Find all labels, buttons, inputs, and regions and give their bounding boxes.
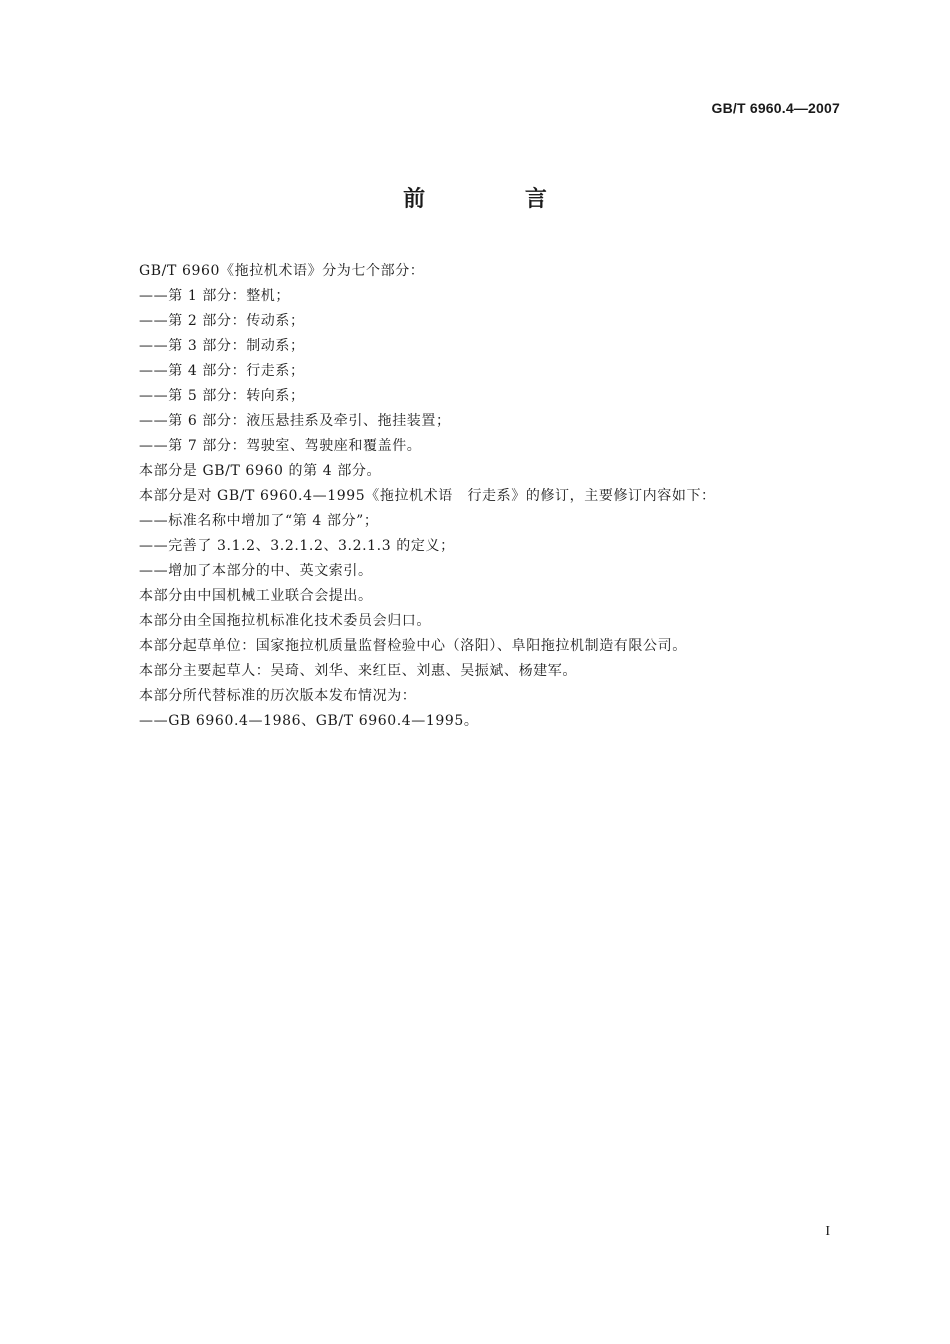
text-line: 本部分所代替标准的历次版本发布情况为： xyxy=(139,688,417,704)
text-line: ——增加了本部分的中、英文索引。 xyxy=(139,563,373,579)
text-line: ——第 6 部分：液压悬挂系及牵引、拖挂装置； xyxy=(139,413,451,429)
text-line: ——第 1 部分：整机； xyxy=(139,288,291,304)
text-line: ——第 2 部分：传动系； xyxy=(139,313,305,329)
text-line: ——第 7 部分：驾驶室、驾驶座和覆盖件。 xyxy=(139,438,422,454)
text-line: ——第 3 部分：制动系； xyxy=(139,338,305,354)
text-line: ——第 5 部分：转向系； xyxy=(139,388,305,404)
text-line: GB/T 6960《拖拉机术语》分为七个部分： xyxy=(139,263,425,279)
text-line: ——完善了 3.1.2、3.2.1.2、3.2.1.3 的定义； xyxy=(139,538,455,554)
text-line: 本部分主要起草人：吴琦、刘华、来红臣、刘惠、吴振斌、杨建军。 xyxy=(139,663,577,679)
text-line: ——标准名称中增加了“第 4 部分”； xyxy=(139,513,379,529)
foreword-body xyxy=(139,259,839,734)
text-line: 本部分由全国拖拉机标准化技术委员会归口。 xyxy=(139,613,431,629)
page-title: 前 言 xyxy=(403,187,593,212)
text-line: 本部分是对 GB/T 6960.4—1995《拖拉机术语 行走系》的修订，主要修订内容如下： xyxy=(139,488,716,504)
text-line: 本部分由中国机械工业联合会提出。 xyxy=(139,588,373,604)
page-number: I xyxy=(825,1224,830,1239)
standard-code: GB/T 6960.4—2007 xyxy=(711,100,840,116)
text-line: 本部分起草单位：国家拖拉机质量监督检验中心（洛阳）、阜阳拖拉机制造有限公司。 xyxy=(139,638,687,654)
text-line: ——第 4 部分：行走系； xyxy=(139,363,305,379)
text-line: 本部分是 GB/T 6960 的第 4 部分。 xyxy=(139,463,382,479)
text-line: ——GB 6960.4—1986、GB/T 6960.4—1995。 xyxy=(139,713,479,729)
